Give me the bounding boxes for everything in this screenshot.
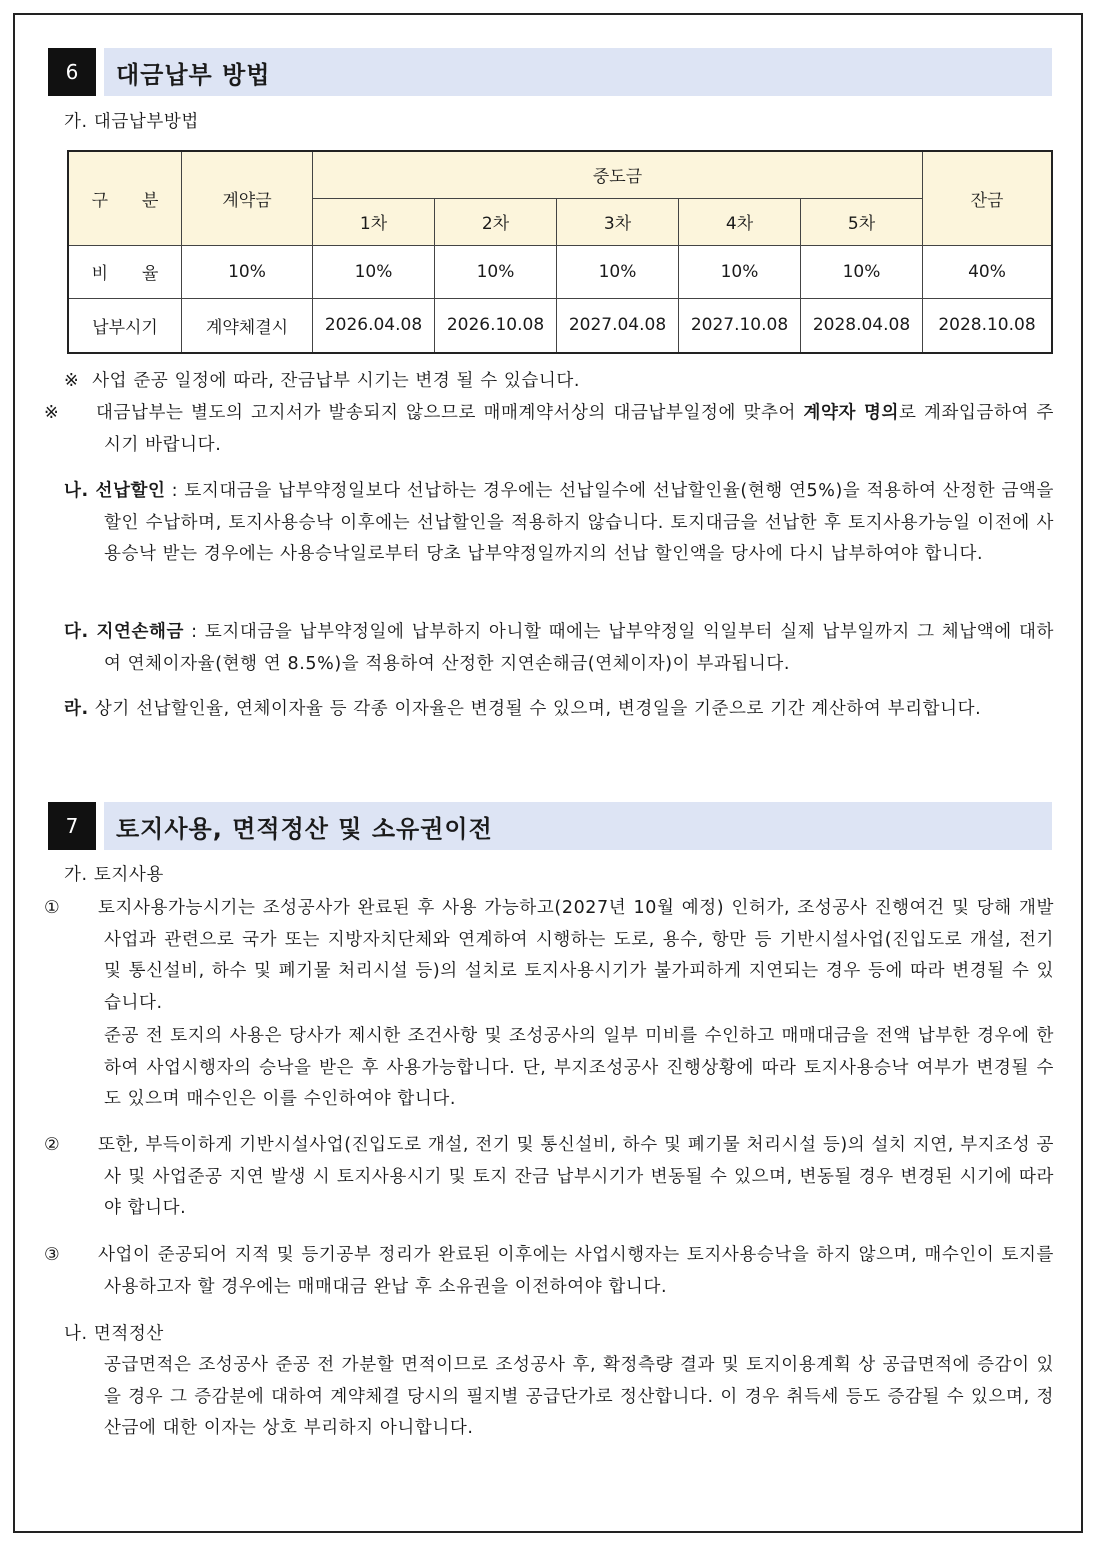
header-interim-4: 4차 bbox=[679, 198, 801, 245]
table-cell: 2027.10.08 bbox=[679, 298, 801, 353]
area-settlement-paragraph: 공급면적은 조성공사 준공 전 가분할 면적이므로 조성공사 후, 확정측량 결과 및 토지이용계획 상 공급면적에 증감이 있을 경우 그 증감분에 대하여 계약체결 당시의 필지별 공급단가로 정산합니다. 이 경우 취득세 등도 증감될 수 있으며, 정산금에 대한 이자는 상호 부리하지 아니합니다. bbox=[104, 1355, 1054, 1438]
table-cell: 2028.10.08 bbox=[923, 298, 1053, 353]
header-interim: 중도금 bbox=[313, 151, 923, 198]
reference-mark-icon: ※ bbox=[44, 403, 60, 423]
section-7-header bbox=[48, 802, 1052, 850]
header-gubun: 구 분 bbox=[68, 151, 182, 245]
table-cell: 계약체결시 bbox=[182, 298, 313, 353]
table-cell: 2028.04.08 bbox=[801, 298, 923, 353]
table-cell: 10% bbox=[435, 245, 557, 298]
header-balance: 잔금 bbox=[923, 151, 1053, 245]
note-1: ※ 사업 준공 일정에 따라, 잔금납부 시기는 변경 될 수 있습니다. bbox=[64, 366, 1054, 398]
land-use-item-3: ③ 사업이 준공되어 지적 및 등기공부 정리가 완료된 이후에는 사업시행자는 토지사용승낙을 하지 않으며, 매수인이 토지를 사용하고자 할 경우에는 매매대금 완납 후 소유권을 이전하여야 합니다. bbox=[74, 1240, 1054, 1303]
header-interim-1: 1차 bbox=[313, 198, 435, 245]
late-penalty-paragraph: 다. 지연손해금 : 토지대금을 납부약정일에 납부하지 아니할 때에는 납부약정일 익일부터 실제 납부일까지 그 체납액에 대하여 연체이자율(현행 연 8.5%)을 적용하여 산정한 지연손해금(연체이자)이 부과됩니다. bbox=[64, 622, 1054, 674]
late-penalty-label: 다. 지연손해금 bbox=[64, 622, 184, 642]
table-cell: 10% bbox=[182, 245, 313, 298]
header-interim-3: 3차 bbox=[557, 198, 679, 245]
header-deposit: 계약금 bbox=[182, 151, 313, 245]
header-interim-2: 2차 bbox=[435, 198, 557, 245]
section-6-header bbox=[48, 48, 1052, 96]
section-7-title: 토지사용, 면적정산 및 소유권이전 bbox=[104, 802, 1052, 850]
land-use-item-1: ① 토지사용가능시기는 조성공사가 완료된 후 사용 가능하고(2027년 10월 예정) 인허가, 조성공사 진행여건 및 당해 개발사업과 관련으로 국가 또는 지방자치단체와 연계하여 시행하는 도로, 용수, 항만 등 기반시설사업(진입도로 개설, 전기 및 통신설비, 하수 및 폐기물 처리시설 등)의 설치로 토지사용시기가 불가피하게 지연되는 경우 등에 따라 변경될 수 있습니다. bbox=[74, 893, 1054, 1019]
table-cell: 10% bbox=[313, 245, 435, 298]
row-label-ratio: 비 율 bbox=[68, 245, 182, 298]
land-use-label: 가. 토지사용 bbox=[64, 865, 164, 885]
note-2-bold: 계약자 명의 bbox=[803, 403, 900, 423]
section-6-sub-a-label: 가. 대금납부방법 bbox=[64, 112, 199, 132]
section-6-number: 6 bbox=[48, 48, 96, 96]
note-2: ※ 대금납부는 별도의 고지서가 발송되지 않으므로 매매계약서상의 대금납부일정에 맞추어 계약자 명의로 계좌입금하여 주시기 바랍니다. bbox=[64, 398, 1054, 461]
header-interim-5: 5차 bbox=[801, 198, 923, 245]
table-cell: 2026.04.08 bbox=[313, 298, 435, 353]
row-label-timing: 납부시기 bbox=[68, 298, 182, 353]
table-cell: 40% bbox=[923, 245, 1053, 298]
table-cell: 10% bbox=[679, 245, 801, 298]
area-settlement-label: 나. 면적정산 bbox=[64, 1324, 164, 1344]
section-6-title: 대금납부 방법 bbox=[104, 48, 1052, 96]
reference-mark-icon: ※ bbox=[64, 371, 80, 391]
land-use-item-2: ② 또한, 부득이하게 기반시설사업(진입도로 개설, 전기 및 통신설비, 하수 및 폐기물 처리시설 등)의 설치 지연, 부지조성 공사 및 사업준공 지연 발생 시 토지사용시기 및 토지 잔금 납부시기가 변동될 수 있으며, 변동될 경우 변경된 시기에 따라야 합니다. bbox=[74, 1130, 1054, 1225]
land-use-item-1-continued: 준공 전 토지의 사용은 당사가 제시한 조건사항 및 조성공사의 일부 미비를 수인하고 매매대금을 전액 납부한 경우에 한하여 사업시행자의 승낙을 받은 후 사용가능합니다. 단, 부지조성공사 진행상황에 따라 토지사용승낙 여부가 변경될 수도 있으며 매수인은 이를 수인하여야 합니다. bbox=[104, 1026, 1054, 1109]
prepayment-discount-paragraph: 나. 선납할인 : 토지대금을 납부약정일보다 선납하는 경우에는 선납일수에 선납할인율(현행 연5%)을 적용하여 산정한 금액을 할인 수납하며, 토지사용승낙 이후에는 선납할인을 적용하지 않습니다. 토지대금을 선납한 후 토지사용가능일 이전에 사용승낙 받는 경우에는 사용승낙일로부터 당초 납부약정일까지의 선납 할인액을 당사에 다시 납부하여야 합니다. bbox=[64, 481, 1054, 564]
circled-three-icon: ③ bbox=[44, 1245, 61, 1265]
table-cell: 2027.04.08 bbox=[557, 298, 679, 353]
prepayment-discount-label: 나. 선납할인 bbox=[64, 481, 166, 501]
table-row-timing bbox=[68, 298, 1052, 353]
interest-rate-label: 라. bbox=[64, 699, 89, 719]
table-row-ratio bbox=[68, 245, 1052, 298]
table-cell: 10% bbox=[557, 245, 679, 298]
payment-schedule-table bbox=[67, 150, 1053, 354]
circled-one-icon: ① bbox=[44, 898, 61, 918]
table-cell: 10% bbox=[801, 245, 923, 298]
table-cell: 2026.10.08 bbox=[435, 298, 557, 353]
circled-two-icon: ② bbox=[44, 1135, 61, 1155]
interest-rate-paragraph: 라. 상기 선납할인율, 연체이자율 등 각종 이자율은 변경될 수 있으며, 변경일을 기준으로 기간 계산하여 부리합니다. bbox=[64, 699, 982, 719]
section-7-number: 7 bbox=[48, 802, 96, 850]
